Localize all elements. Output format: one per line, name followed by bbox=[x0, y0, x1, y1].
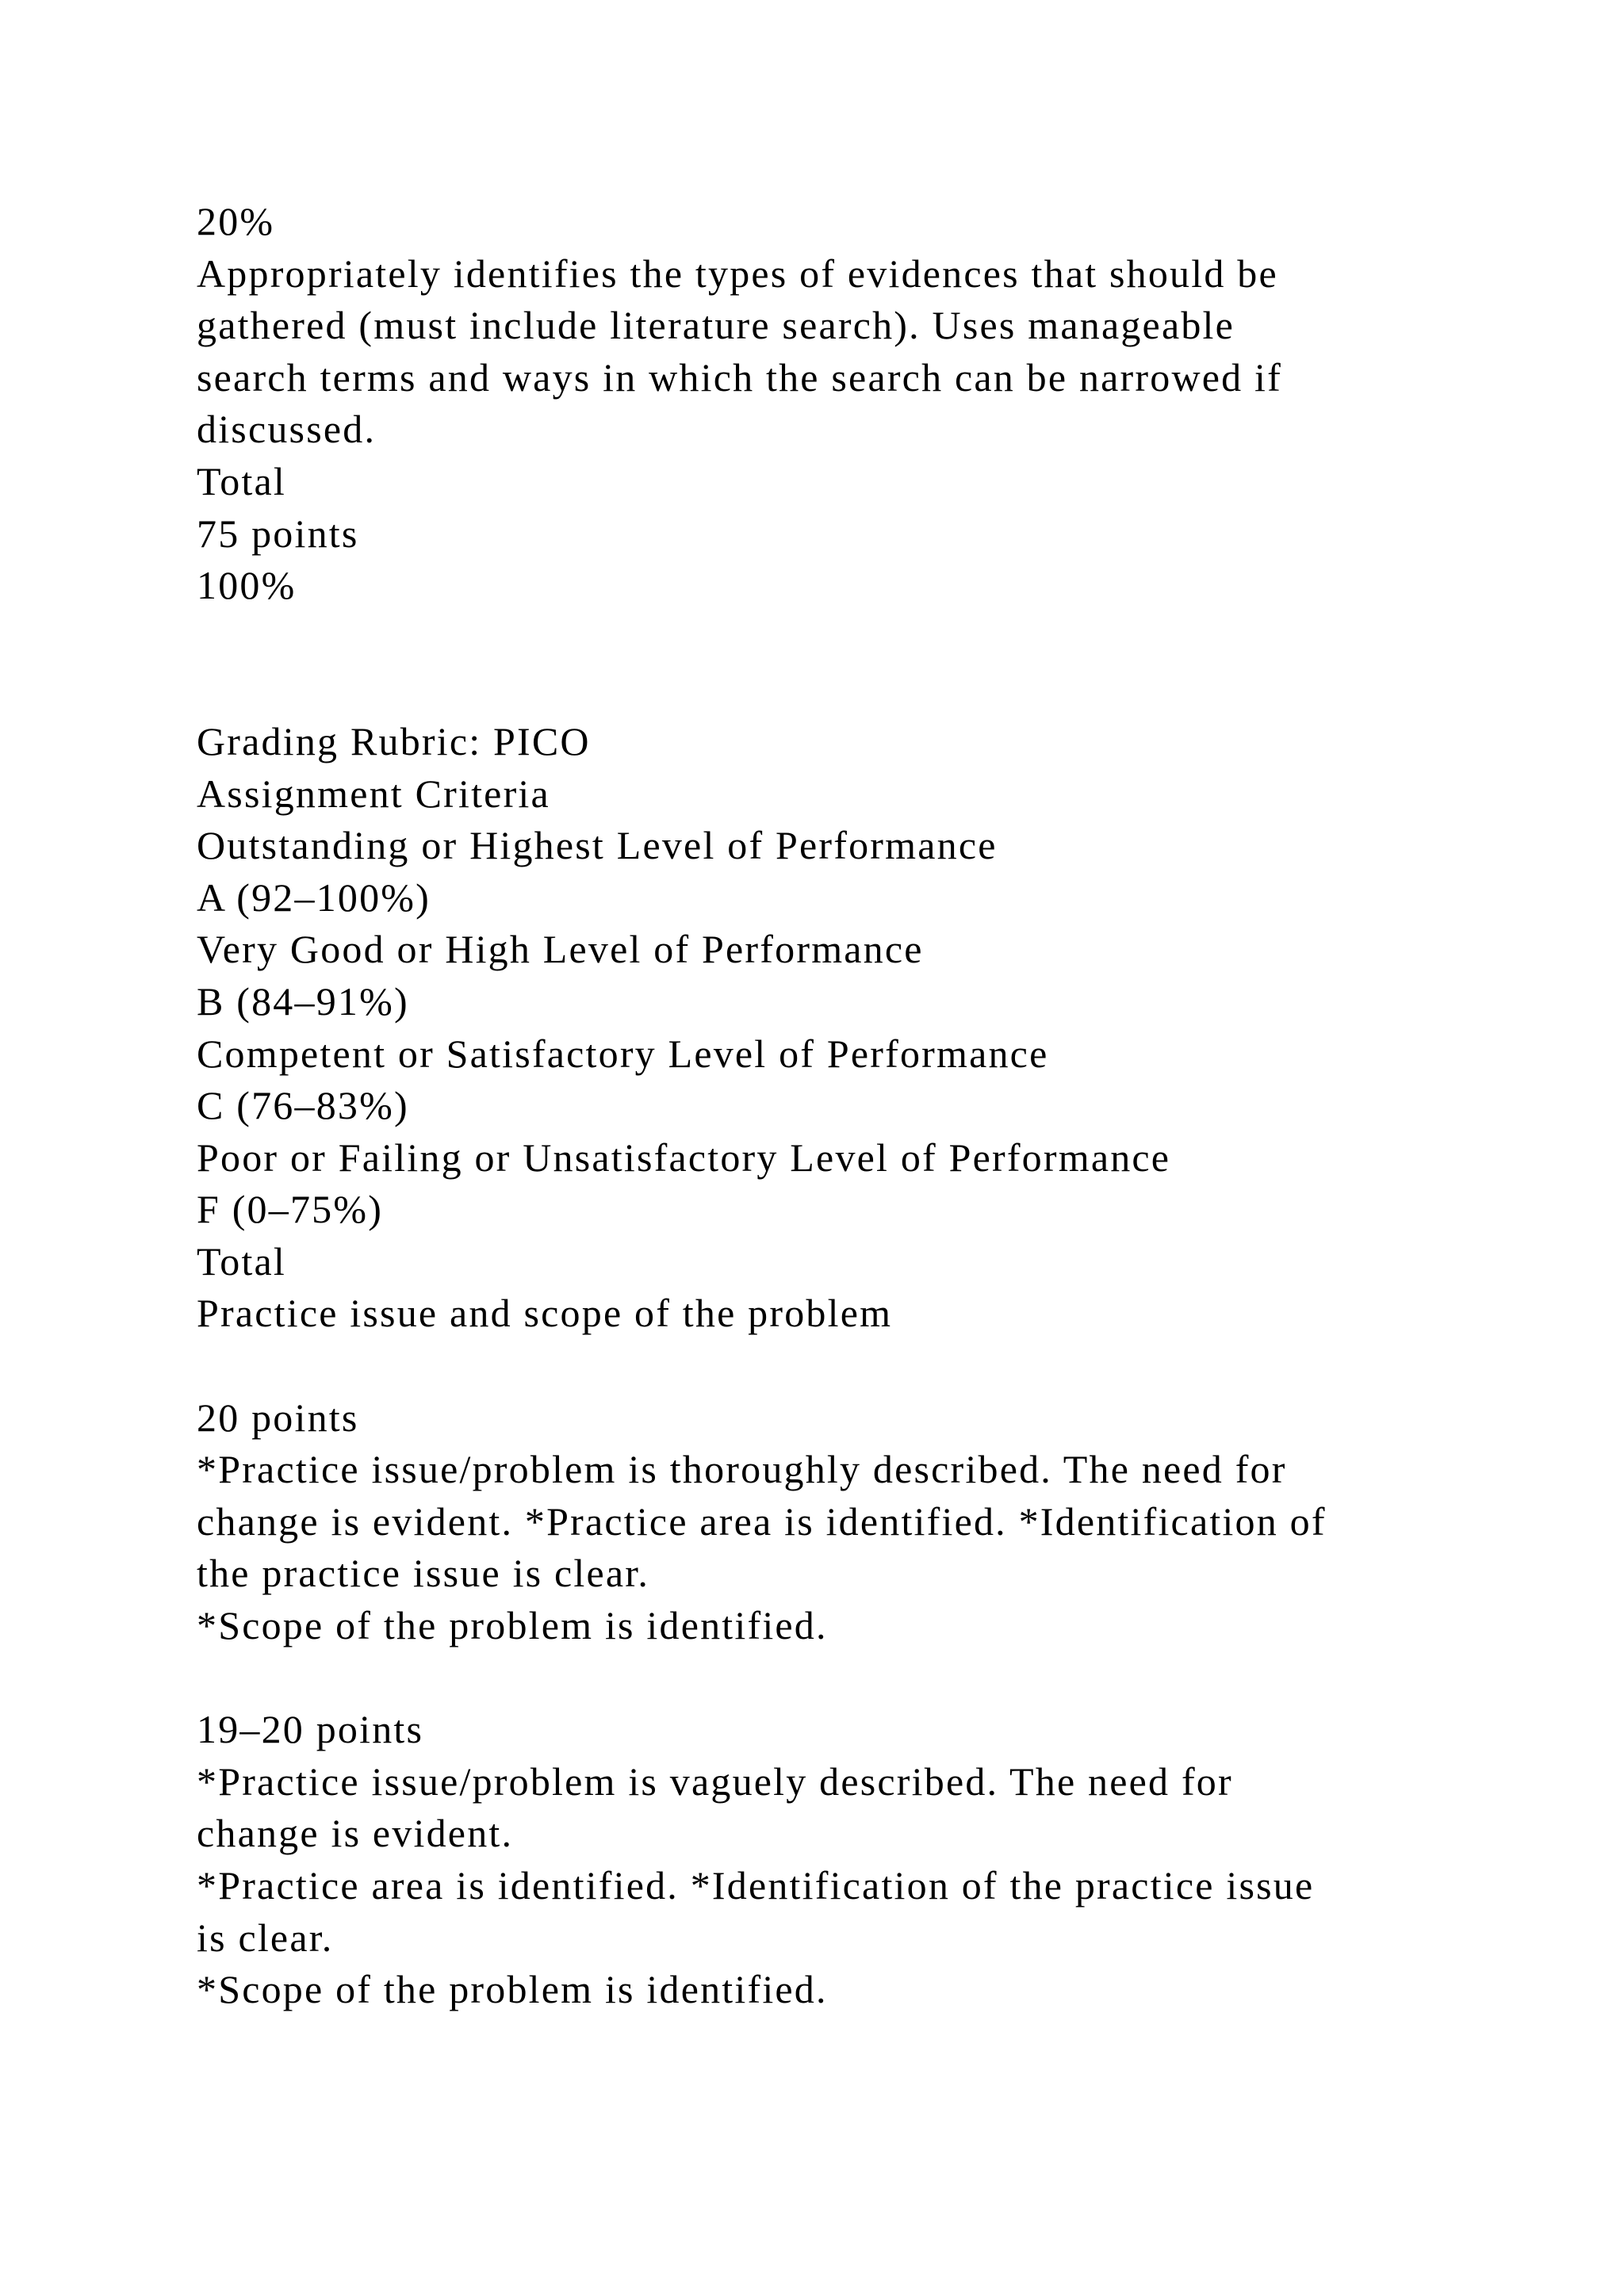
criterion-description-line: discussed. bbox=[197, 407, 377, 452]
outstanding-description-line: change is evident. *Practice area is identified. *Identification of bbox=[197, 1498, 1327, 1544]
total-header: Total bbox=[197, 1238, 287, 1284]
outstanding-description-line: *Scope of the problem is identified. bbox=[197, 1603, 828, 1648]
criterion-weight: 20% bbox=[197, 199, 275, 243]
document-body bbox=[197, 196, 1481, 2016]
level-label: Competent or Satisfactory Level of Performance bbox=[197, 1031, 1049, 1076]
criteria-header: Assignment Criteria bbox=[197, 771, 550, 816]
level-grade: F (0–75%) bbox=[197, 1187, 384, 1232]
criterion-name: Practice issue and scope of the problem bbox=[197, 1291, 893, 1336]
total-points: 75 points bbox=[197, 511, 359, 556]
criterion-description-line: gathered (must include literature search). Uses manageable bbox=[197, 303, 1235, 348]
outstanding-description-line: the practice issue is clear. bbox=[197, 1551, 650, 1596]
total-label: Total bbox=[197, 458, 287, 503]
level-label: Poor or Failing or Unsatisfactory Level of Performance bbox=[197, 1135, 1171, 1180]
level-grade: C (76–83%) bbox=[197, 1083, 409, 1128]
blank-line bbox=[197, 612, 1481, 664]
very-good-description-line: change is evident. bbox=[197, 1811, 514, 1856]
very-good-description-line: *Practice issue/problem is vaguely described. The need for bbox=[197, 1758, 1233, 1804]
total-percent: 100% bbox=[197, 563, 297, 608]
blank-line bbox=[197, 664, 1481, 716]
very-good-description-line: *Practice area is identified. *Identification of the practice issue bbox=[197, 1863, 1315, 1908]
level-grade: A (92–100%) bbox=[197, 874, 431, 920]
rubric-title: Grading Rubric: PICO bbox=[197, 718, 591, 763]
very-good-description-line: is clear. bbox=[197, 1915, 334, 1960]
level-label: Very Good or High Level of Performance bbox=[197, 927, 924, 972]
outstanding-description-line: *Practice issue/problem is thoroughly described. The need for bbox=[197, 1447, 1287, 1492]
level-label: Outstanding or Highest Level of Performance bbox=[197, 823, 998, 868]
very-good-points: 19–20 points bbox=[197, 1707, 424, 1752]
criterion-description-line: Appropriately identifies the types of evidences that should be bbox=[197, 251, 1278, 296]
criterion-points: 20 points bbox=[197, 1395, 359, 1440]
criterion-description-line: search terms and ways in which the search can be narrowed if bbox=[197, 354, 1282, 400]
very-good-description-line: *Scope of the problem is identified. bbox=[197, 1967, 828, 2012]
blank-line bbox=[197, 1340, 1481, 1392]
blank-line bbox=[197, 1652, 1481, 1705]
level-grade: B (84–91%) bbox=[197, 978, 409, 1024]
